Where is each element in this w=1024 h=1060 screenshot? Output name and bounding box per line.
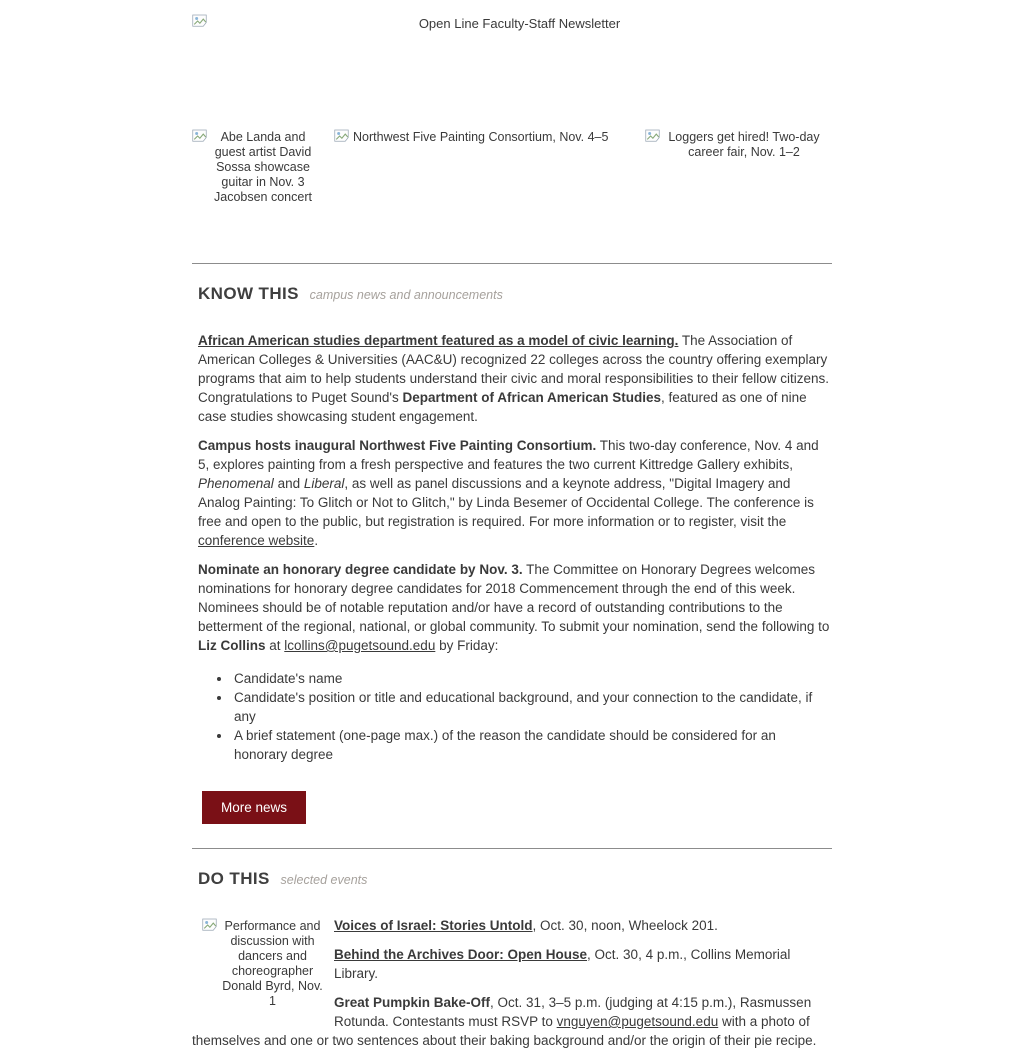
inline-link[interactable]: African American studies department featured as a model of civic learning. bbox=[198, 333, 679, 348]
hero-image-placeholder[interactable] bbox=[645, 129, 832, 160]
hero-image-alt-text: Northwest Five Painting Consortium, Nov. 4–5 bbox=[353, 130, 609, 144]
know-this-subheading: campus news and announcements bbox=[309, 288, 503, 302]
know-this-heading: KNOW THIS bbox=[198, 284, 299, 303]
text-segment: Phenomenal bbox=[198, 476, 274, 491]
text-segment: Department of African American Studies bbox=[402, 390, 662, 405]
hero-images bbox=[192, 129, 832, 251]
broken-image-icon bbox=[192, 129, 207, 148]
text-segment: Great Pumpkin Bake-Off bbox=[334, 995, 491, 1010]
know-this-header bbox=[198, 284, 832, 305]
hero-image-alt-text: Abe Landa and guest artist David Sossa showcase guitar in Nov. 3 Jacobsen concert bbox=[214, 130, 312, 204]
text-segment: , Oct. 30, 4 p.m., Collins Memorial Library. bbox=[334, 947, 791, 981]
text-segment: and bbox=[273, 476, 304, 491]
broken-image-icon bbox=[192, 14, 207, 33]
do-this-subheading: selected events bbox=[280, 873, 368, 887]
text-segment: at bbox=[265, 638, 285, 653]
text-segment: with a photo of themselves and one or two sentences about their baking background and/or the origin of their pie recipe. bbox=[192, 1014, 817, 1048]
hero-image-placeholder[interactable] bbox=[192, 129, 320, 205]
text-segment: , as well as panel discussions and a keynote address, "Digital Imagery and Analog Painting: To Glitch or Not to Glitch," by Linda Besemer of Occidental College. The conference is free and open to the public, but registration is required. For more information or to register, visit the bbox=[198, 476, 814, 529]
events-section bbox=[192, 916, 832, 1050]
newsletter-header bbox=[192, 14, 832, 33]
inline-link[interactable]: Voices of Israel: Stories Untold bbox=[334, 918, 533, 933]
text-segment: , featured as one of nine case studies showcasing student engagement. bbox=[198, 390, 807, 424]
do-this-heading: DO THIS bbox=[198, 869, 270, 888]
broken-image-icon bbox=[645, 129, 660, 148]
text-segment: . bbox=[314, 533, 319, 548]
know-this-paragraph bbox=[198, 331, 832, 426]
text-segment: Campus hosts inaugural Northwest Five Painting Consortium. bbox=[198, 438, 597, 453]
text-segment: by Friday: bbox=[435, 638, 499, 653]
inline-link[interactable]: lcollins@pugetsound.edu bbox=[284, 638, 436, 653]
section-divider bbox=[192, 848, 832, 849]
hero-image-alt-text: Loggers get hired! Two-day career fair, Nov. 1–2 bbox=[668, 130, 820, 159]
inline-link[interactable]: conference website bbox=[198, 533, 315, 548]
know-this-paragraph bbox=[198, 560, 832, 655]
more-news-button[interactable]: More news bbox=[202, 791, 306, 824]
list-item: • Candidate's name bbox=[232, 669, 832, 688]
hero-image-placeholder[interactable] bbox=[334, 129, 634, 148]
event-image-placeholder[interactable] bbox=[202, 918, 324, 1009]
inline-link[interactable]: Behind the Archives Door: Open House bbox=[334, 947, 588, 962]
section-divider bbox=[192, 263, 832, 264]
do-this-header bbox=[198, 869, 832, 890]
text-segment: Liberal bbox=[303, 476, 345, 491]
text-segment: Liz Collins bbox=[198, 638, 266, 653]
nomination-requirements-list bbox=[198, 669, 832, 764]
text-segment: This two-day conference, Nov. 4 and 5, explores painting from a fresh perspective and features the two current Kittredge Gallery exhibits, bbox=[198, 438, 819, 472]
text-segment: The Committee on Honorary Degrees welcomes nominations for honorary degree candidates for 2018 Commencement through the end of this week. Nominees should be of notable reputation and/or have a record of outstanding contributions to the betterment of the regional, national, or global community. To submit your nomination, send the following to bbox=[198, 562, 830, 634]
text-segment: , Oct. 30, noon, Wheelock 201. bbox=[532, 918, 718, 933]
inline-link[interactable]: vnguyen@pugetsound.edu bbox=[556, 1014, 719, 1029]
text-segment: The Association of American Colleges & Universities (AAC&U) recognized 22 colleges across the country offering exemplary programs that aim to help students understand their civic and moral responsibilities to their fellow citizens. Congratulations to Puget Sound's bbox=[198, 333, 830, 405]
know-this-paragraph bbox=[198, 436, 832, 550]
newsletter bbox=[192, 0, 832, 1050]
broken-image-icon bbox=[334, 129, 349, 148]
event-image-alt-text: Performance and discussion with dancers and choreographer Donald Byrd, Nov. 1 bbox=[222, 919, 323, 1008]
text-segment: , Oct. 31, 3–5 p.m. (judging at 4:15 p.m.), Rasmussen Rotunda. Contestants must RSVP to bbox=[334, 995, 812, 1029]
newsletter-title: Open Line Faculty-Staff Newsletter bbox=[418, 16, 621, 31]
list-item: • Candidate's position or title and educational background, and your connection to the candidate, if any bbox=[232, 688, 832, 726]
broken-image-icon bbox=[202, 918, 217, 937]
text-segment: Nominate an honorary degree candidate by Nov. 3. bbox=[198, 562, 523, 577]
list-item: • A brief statement (one-page max.) of the reason the candidate should be considered for an honorary degree bbox=[232, 726, 832, 764]
